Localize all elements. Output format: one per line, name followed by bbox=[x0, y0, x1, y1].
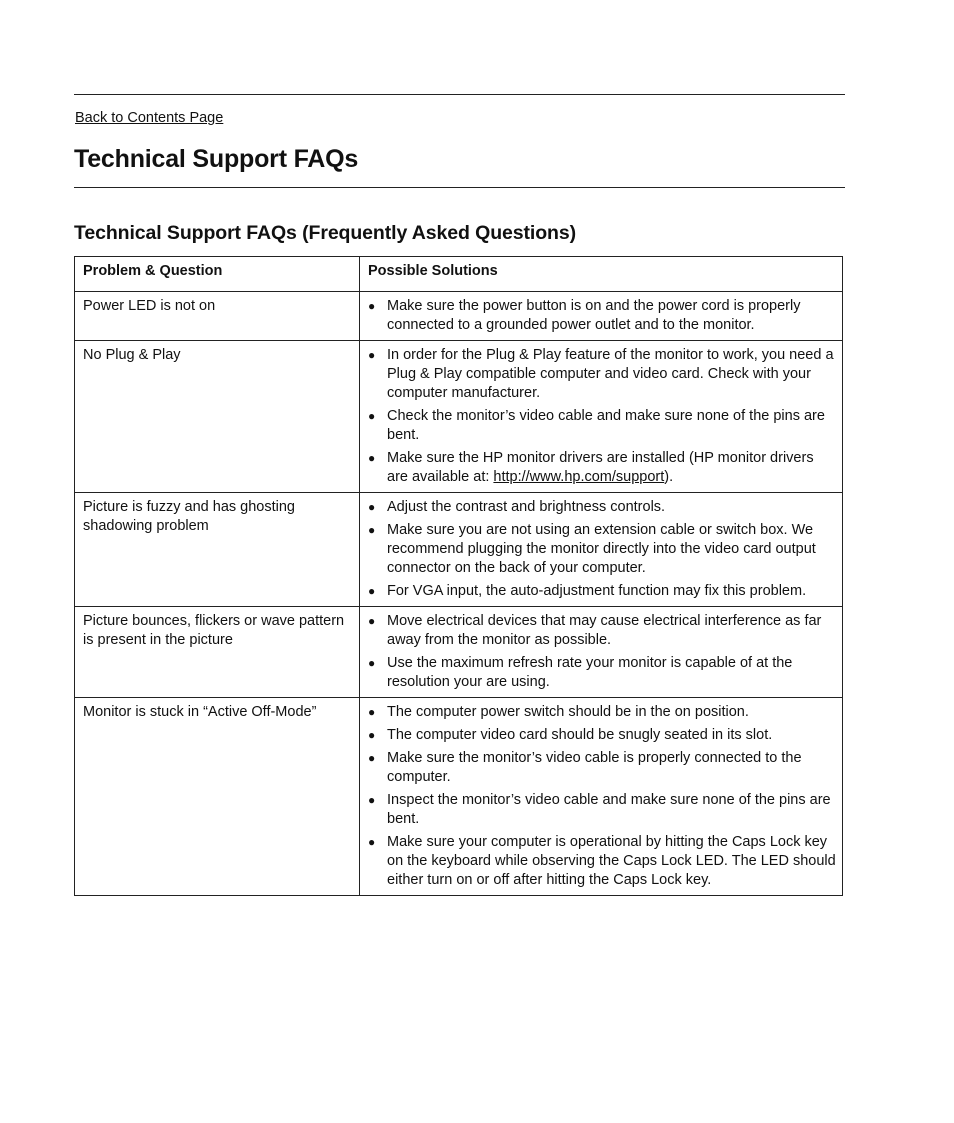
list-item bbox=[368, 521, 836, 578]
section-title: Technical Support FAQs (Frequently Asked Questions) bbox=[74, 222, 576, 244]
bullet-icon: ● bbox=[368, 614, 376, 628]
faq-header-row bbox=[75, 257, 843, 292]
solutions-list bbox=[368, 297, 836, 335]
solution-text: Make sure the power button is on and the power cord is properly connected to a grounded power outlet and to the monitor. bbox=[387, 298, 801, 333]
solution-text: Make sure you are not using an extension cable or switch box. We recommend plugging the monitor directly into the video card output connector on the back of your computer. bbox=[387, 522, 816, 576]
bullet-icon: ● bbox=[368, 299, 376, 313]
solutions-cell bbox=[360, 341, 843, 493]
solution-text: Make sure the monitor’s video cable is properly connected to the computer. bbox=[387, 750, 802, 785]
list-item bbox=[368, 346, 836, 403]
solutions-list bbox=[368, 703, 836, 890]
list-item bbox=[368, 833, 836, 890]
faq-table-body bbox=[75, 292, 843, 896]
list-item bbox=[368, 498, 836, 517]
solution-text: Use the maximum refresh rate your monitor is capable of at the resolution your are using. bbox=[387, 655, 793, 690]
bullet-icon: ● bbox=[368, 500, 376, 514]
list-item bbox=[368, 749, 836, 787]
bullet-icon: ● bbox=[368, 523, 376, 537]
header-problem: Problem & Question bbox=[75, 257, 360, 292]
problem-cell: Monitor is stuck in “Active Off-Mode” bbox=[75, 698, 360, 896]
problem-cell: Power LED is not on bbox=[75, 292, 360, 341]
bullet-icon: ● bbox=[368, 835, 376, 849]
solutions-list bbox=[368, 612, 836, 692]
list-item bbox=[368, 791, 836, 829]
list-item bbox=[368, 726, 836, 745]
solution-text: Move electrical devices that may cause electrical interference as far away from the monitor as possible. bbox=[387, 613, 822, 648]
problem-cell: No Plug & Play bbox=[75, 341, 360, 493]
table-row bbox=[75, 493, 843, 607]
solution-text: Make sure your computer is operational by hitting the Caps Lock key on the keyboard while observing the Caps Lock LED. The LED should either turn on or off after hitting the Caps Lock key. bbox=[387, 834, 836, 888]
back-to-contents-link[interactable]: Back to Contents Page bbox=[75, 110, 224, 126]
solution-text: For VGA input, the auto-adjustment function may fix this problem. bbox=[387, 583, 807, 599]
problem-cell: Picture bounces, flickers or wave pattern is present in the picture bbox=[75, 607, 360, 698]
top-divider bbox=[74, 94, 845, 95]
bullet-icon: ● bbox=[368, 793, 376, 807]
title-divider bbox=[74, 187, 845, 188]
bullet-icon: ● bbox=[368, 656, 376, 670]
solutions-cell bbox=[360, 493, 843, 607]
list-item bbox=[368, 612, 836, 650]
bullet-icon: ● bbox=[368, 584, 376, 598]
solution-text: Make sure the HP monitor drivers are installed (HP monitor drivers are available at: bbox=[387, 450, 814, 485]
solutions-cell bbox=[360, 292, 843, 341]
list-item bbox=[368, 449, 836, 487]
solution-text: Adjust the contrast and brightness controls. bbox=[387, 499, 666, 515]
table-row bbox=[75, 698, 843, 896]
table-row bbox=[75, 292, 843, 341]
solution-text: In order for the Plug & Play feature of the monitor to work, you need a Plug & Play compatible computer and video card. Check with your computer manufacturer. bbox=[387, 347, 834, 401]
solutions-list bbox=[368, 346, 836, 487]
bullet-icon: ● bbox=[368, 705, 376, 719]
list-item bbox=[368, 407, 836, 445]
page-title: Technical Support FAQs bbox=[74, 145, 359, 173]
list-item bbox=[368, 297, 836, 335]
solution-text: The computer video card should be snugly seated in its slot. bbox=[387, 727, 773, 743]
list-item bbox=[368, 703, 836, 722]
bullet-icon: ● bbox=[368, 409, 376, 423]
solution-text: Inspect the monitor’s video cable and make sure none of the pins are bent. bbox=[387, 792, 831, 827]
solution-text: The computer power switch should be in the on position. bbox=[387, 704, 749, 720]
faq-table bbox=[74, 256, 843, 896]
solutions-list bbox=[368, 498, 836, 601]
header-solutions: Possible Solutions bbox=[360, 257, 843, 292]
bullet-icon: ● bbox=[368, 728, 376, 742]
bullet-icon: ● bbox=[368, 451, 376, 465]
bullet-icon: ● bbox=[368, 751, 376, 765]
solutions-cell bbox=[360, 607, 843, 698]
problem-cell: Picture is fuzzy and has ghosting shadowing problem bbox=[75, 493, 360, 607]
solutions-cell bbox=[360, 698, 843, 896]
bullet-icon: ● bbox=[368, 348, 376, 362]
list-item bbox=[368, 654, 836, 692]
hp-support-link[interactable]: http://www.hp.com/support bbox=[493, 469, 665, 485]
table-row bbox=[75, 607, 843, 698]
table-row bbox=[75, 341, 843, 493]
list-item bbox=[368, 582, 836, 601]
solution-text: Check the monitor’s video cable and make sure none of the pins are bent. bbox=[387, 408, 825, 443]
solution-text-end: ). bbox=[664, 469, 674, 485]
